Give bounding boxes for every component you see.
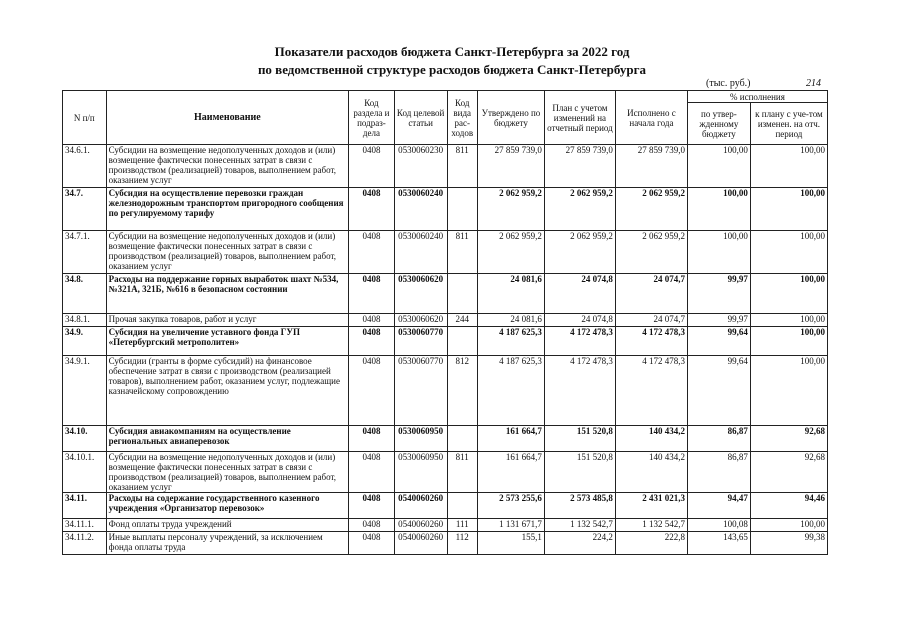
row-executed: 222,8 [615,532,687,555]
header-executed: Исполнено с начала года [615,91,687,145]
row-pct-budget: 86,87 [687,452,750,493]
row-razdel: 0408 [349,452,395,493]
row-number: 34.11.2. [63,532,107,555]
row-number: 34.10.1. [63,452,107,493]
row-vid [447,188,477,231]
row-plan: 224,2 [544,532,615,555]
row-pct-budget: 100,08 [687,519,750,532]
row-pct-plan: 100,00 [750,519,827,532]
page-number: 214 [806,78,821,89]
row-name: Субсидии на возмещение недополученных доходов и (или) возмещение фактически понесенных затрат в связи с производством (реализацией) товаров, выполнением работ, оказанием услуг [106,231,348,274]
table-row [63,274,828,314]
row-executed: 2 431 021,3 [615,493,687,519]
row-approved: 161 664,7 [477,426,544,452]
table-row [63,188,828,231]
row-vid: 811 [447,452,477,493]
row-vid: 812 [447,356,477,426]
row-number: 34.9. [63,327,107,356]
row-number: 34.10. [63,426,107,452]
row-number: 34.8. [63,274,107,314]
row-vid: 112 [447,532,477,555]
row-vid: 811 [447,231,477,274]
table-body [63,145,828,555]
row-executed: 2 062 959,2 [615,188,687,231]
header-name: Наименование [106,91,348,145]
row-name: Субсидии на возмещение недополученных доходов и (или) возмещение фактически понесенных затрат в связи с производством (реализацией) товаров, выполнением работ, оказанием услуг [106,145,348,188]
row-pct-plan: 94,46 [750,493,827,519]
row-approved: 2 062 959,2 [477,231,544,274]
table-row [63,426,828,452]
expenditure-table [62,90,828,555]
row-number: 34.6.1. [63,145,107,188]
row-pct-budget: 99,97 [687,314,750,327]
row-executed: 24 074,7 [615,274,687,314]
row-name: Расходы на поддержание горных выработок шахт №534, №321А, 321Б, №616 в безопасном состоянии [106,274,348,314]
row-pct-plan: 92,68 [750,452,827,493]
row-approved: 4 187 625,3 [477,356,544,426]
table-row [63,519,828,532]
header-vid: Код вида рас-ходов [447,91,477,145]
row-razdel: 0408 [349,519,395,532]
row-pct-plan: 100,00 [750,145,827,188]
row-pct-budget: 94,47 [687,493,750,519]
header-pct-budget: по утвер-жденному бюджету [687,103,750,145]
row-approved: 4 187 625,3 [477,327,544,356]
row-pct-plan: 99,38 [750,532,827,555]
row-name: Расходы на содержание государственного казенного учреждения «Организатор перевозок» [106,493,348,519]
row-celevoy: 0530060770 [394,327,447,356]
row-number: 34.7. [63,188,107,231]
row-executed: 27 859 739,0 [615,145,687,188]
row-plan: 2 062 959,2 [544,231,615,274]
row-executed: 140 434,2 [615,452,687,493]
row-pct-budget: 143,65 [687,532,750,555]
row-executed: 140 434,2 [615,426,687,452]
row-pct-budget: 99,64 [687,327,750,356]
table-row [63,327,828,356]
row-vid [447,493,477,519]
row-vid [447,274,477,314]
row-name: Субсидии (гранты в форме субсидий) на финансовое обеспечение затрат в связи с производством (реализацией товаров), выполнением работ, оказанием услуг, подлежащие казначейскому сопровождению [106,356,348,426]
row-pct-plan: 100,00 [750,274,827,314]
row-plan: 2 573 485,8 [544,493,615,519]
row-number: 34.11. [63,493,107,519]
row-plan: 24 074,8 [544,274,615,314]
row-vid [447,327,477,356]
row-plan: 4 172 478,3 [544,356,615,426]
row-plan: 2 062 959,2 [544,188,615,231]
table-row [63,231,828,274]
header-celevoy: Код целевой статьи [394,91,447,145]
row-pct-budget: 99,97 [687,274,750,314]
row-name: Субсидия авиакомпаниям на осуществление региональных авиаперевозок [106,426,348,452]
row-approved: 1 131 671,7 [477,519,544,532]
row-number: 34.9.1. [63,356,107,426]
row-plan: 1 132 542,7 [544,519,615,532]
table-row [63,356,828,426]
row-celevoy: 0530060950 [394,426,447,452]
row-pct-budget: 100,00 [687,188,750,231]
report-subtitle: по ведомственной структуре расходов бюджета Санкт-Петербурга [257,62,647,77]
row-pct-budget: 100,00 [687,145,750,188]
row-razdel: 0408 [349,314,395,327]
row-number: 34.8.1. [63,314,107,327]
row-razdel: 0408 [349,356,395,426]
row-vid: 811 [447,145,477,188]
row-number: 34.11.1. [63,519,107,532]
row-pct-plan: 100,00 [750,231,827,274]
row-approved: 24 081,6 [477,274,544,314]
row-executed: 2 062 959,2 [615,231,687,274]
row-plan: 151 520,8 [544,426,615,452]
row-approved: 27 859 739,0 [477,145,544,188]
row-vid: 111 [447,519,477,532]
row-celevoy: 0540060260 [394,532,447,555]
row-pct-plan: 100,00 [750,188,827,231]
row-name: Субсидии на возмещение недополученных доходов и (или) возмещение фактически понесенных затрат в связи с производством (реализацией) товаров, выполнением работ, оказанием услуг [106,452,348,493]
header-razdel: Код раздела и подраз-дела [349,91,395,145]
table-row [63,145,828,188]
row-approved: 24 081,6 [477,314,544,327]
row-celevoy: 0530060620 [394,314,447,327]
row-razdel: 0408 [349,426,395,452]
table-row [63,493,828,519]
row-executed: 4 172 478,3 [615,327,687,356]
row-number: 34.7.1. [63,231,107,274]
row-razdel: 0408 [349,493,395,519]
row-razdel: 0408 [349,231,395,274]
row-name: Иные выплаты персоналу учреждений, за исключением фонда оплаты труда [106,532,348,555]
row-name: Прочая закупка товаров, работ и услуг [106,314,348,327]
header-pct-plan: к плану с уче-том изменен. на отч. период [750,103,827,145]
row-approved: 155,1 [477,532,544,555]
header-percent-group: % исполнения [687,91,827,103]
units-label: (тыс. руб.) [706,78,751,89]
row-name: Субсидия на осуществление перевозки граждан железнодорожным транспортом пригородного сообщения по регулируемому тарифу [106,188,348,231]
row-executed: 1 132 542,7 [615,519,687,532]
row-name: Фонд оплаты труда учреждений [106,519,348,532]
row-celevoy: 0540060260 [394,493,447,519]
row-approved: 161 664,7 [477,452,544,493]
row-celevoy: 0530060230 [394,145,447,188]
header-plan: План с учетом изменений на отчетный период [544,91,615,145]
row-pct-budget: 86,87 [687,426,750,452]
row-plan: 27 859 739,0 [544,145,615,188]
row-razdel: 0408 [349,145,395,188]
table-row [63,314,828,327]
row-pct-plan: 100,00 [750,314,827,327]
row-celevoy: 0530060620 [394,274,447,314]
row-celevoy: 0540060260 [394,519,447,532]
row-celevoy: 0530060240 [394,188,447,231]
header-approved: Утверждено по бюджету [477,91,544,145]
row-celevoy: 0530060950 [394,452,447,493]
row-razdel: 0408 [349,532,395,555]
row-razdel: 0408 [349,274,395,314]
row-approved: 2 062 959,2 [477,188,544,231]
report-title: Показатели расходов бюджета Санкт-Петербурга за 2022 год [274,44,630,59]
row-name: Субсидия на увеличение уставного фонда ГУП «Петербургский метрополитен» [106,327,348,356]
row-plan: 151 520,8 [544,452,615,493]
table-row [63,452,828,493]
row-razdel: 0408 [349,327,395,356]
row-pct-plan: 100,00 [750,327,827,356]
row-razdel: 0408 [349,188,395,231]
row-pct-plan: 92,68 [750,426,827,452]
row-plan: 4 172 478,3 [544,327,615,356]
row-approved: 2 573 255,6 [477,493,544,519]
row-pct-plan: 100,00 [750,356,827,426]
row-plan: 24 074,8 [544,314,615,327]
row-pct-budget: 99,64 [687,356,750,426]
table-row [63,532,828,555]
row-vid [447,426,477,452]
row-celevoy: 0530060240 [394,231,447,274]
header-num: N п/п [63,91,107,145]
row-executed: 24 074,7 [615,314,687,327]
row-executed: 4 172 478,3 [615,356,687,426]
row-vid: 244 [447,314,477,327]
row-pct-budget: 100,00 [687,231,750,274]
row-celevoy: 0530060770 [394,356,447,426]
